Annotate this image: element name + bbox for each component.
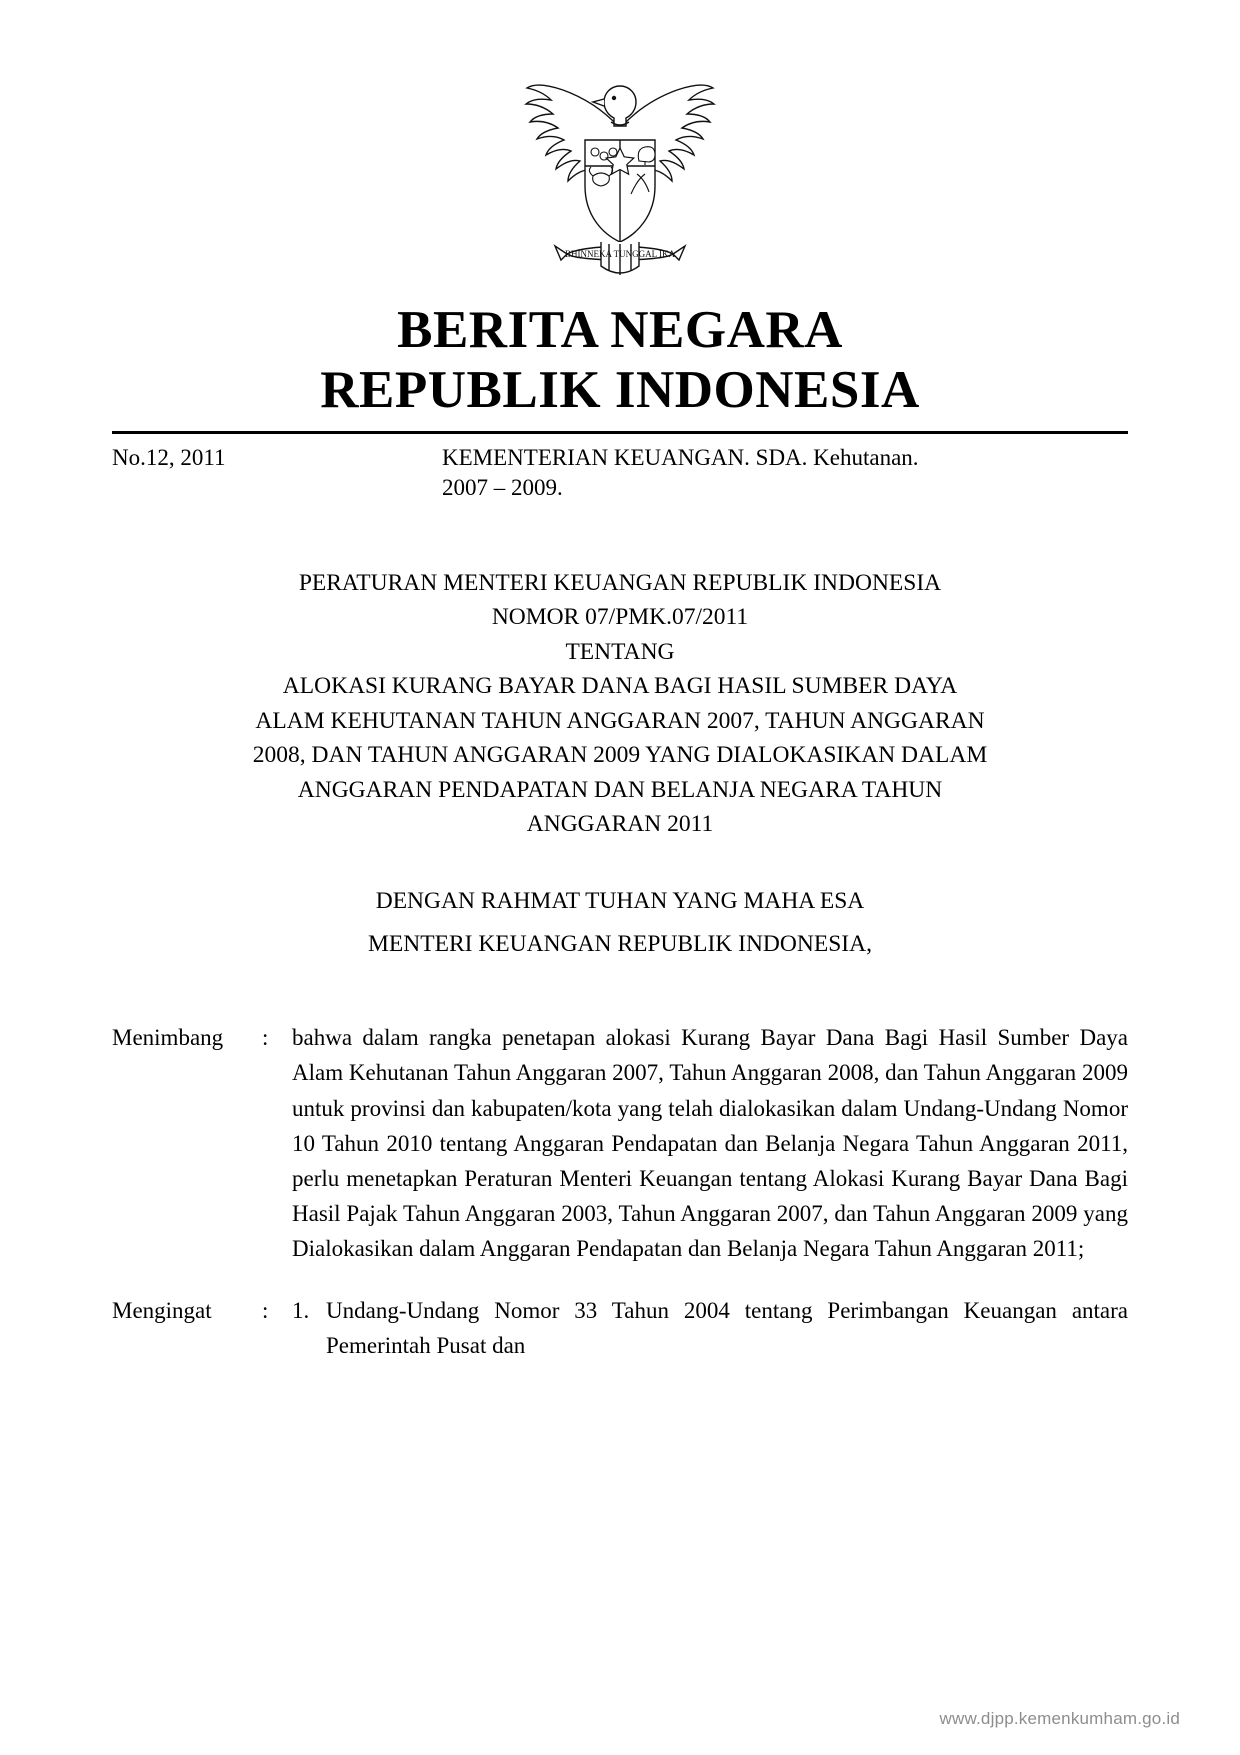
regulation-about-label: TENTANG	[565, 638, 675, 665]
issue-subject	[442, 443, 1128, 504]
clause-label-menimbang: Menimbang	[112, 1025, 224, 1051]
regulation-subject-line-2: ALAM KEHUTANAN TAHUN ANGGARAN 2007, TAHUN ANGGARAN	[255, 707, 985, 734]
masthead	[112, 300, 1128, 421]
clause-text-mengingat	[292, 1293, 1128, 1363]
masthead-line-2: REPUBLIK INDONESIA	[320, 361, 920, 420]
clause-label-mengingat: Mengingat	[112, 1297, 212, 1323]
regulation-subject-line-3: 2008, DAN TAHUN ANGGARAN 2009 YANG DIALOKASIKAN DALAM	[252, 742, 988, 769]
masthead-divider	[112, 431, 1128, 434]
regulation-number: NOMOR 07/PMK.07/2011	[491, 604, 749, 631]
issue-number: No.12, 2011	[112, 444, 226, 470]
issue-subject-line-2: 2007 – 2009.	[442, 475, 563, 501]
footer-watermark: www.djpp.kemenkumham.go.id	[939, 1709, 1180, 1728]
clause-mengingat	[112, 1293, 1128, 1363]
regulation-title-block	[112, 566, 1128, 842]
emblem-motto-text: BHINNEKA TUNGGAL IKA	[565, 249, 675, 259]
clauses-section	[112, 1020, 1128, 1363]
regulation-subject-line-5: ANGGARAN 2011	[526, 811, 714, 838]
emblem-container	[112, 66, 1128, 296]
invocation-line-1: DENGAN RAHMAT TUHAN YANG MAHA ESA	[375, 887, 865, 914]
clause-item-number: 1.	[292, 1297, 310, 1323]
clause-colon-mengingat: :	[262, 1297, 269, 1323]
clause-item-text: Undang-Undang Nomor 33 Tahun 2004 tentang Perimbangan Keuangan antara Pemerintah Pusat dan	[326, 1297, 1128, 1358]
regulation-title: PERATURAN MENTERI KEUANGAN REPUBLIK INDONESIA	[298, 569, 942, 596]
garuda-pancasila-emblem	[515, 66, 725, 281]
masthead-line-1: BERITA NEGARA	[397, 301, 843, 359]
clause-text-menimbang: bahwa dalam rangka penetapan alokasi Kurang Bayar Dana Bagi Hasil Sumber Daya Alam Kehutanan Tahun Anggaran 2007, Tahun Anggaran 2008, dan Tahun Anggaran 2009 untuk provinsi dan kabupaten/kota yang telah dialokasikan dalam Undang-Undang Nomor 10 Tahun 2010 tentang Anggaran Pendapatan dan Belanja Negara Tahun Anggaran 2011, perlu menetapkan Peraturan Menteri Keuangan tentang Alokasi Kurang Bayar Dana Bagi Hasil Pajak Tahun Anggaran 2003, Tahun Anggaran 2007, dan Tahun Anggaran 2009 yang Dialokasikan dalam Anggaran Pendapatan dan Belanja Negara Tahun Anggaran 2011;	[292, 1025, 1128, 1262]
invocation-line-2: MENTERI KEUANGAN REPUBLIK INDONESIA,	[368, 931, 872, 958]
regulation-subject-line-4: ANGGARAN PENDAPATAN DAN BELANJA NEGARA TAHUN	[297, 776, 943, 803]
clause-colon-menimbang: :	[262, 1025, 269, 1051]
regulation-subject-line-1: ALOKASI KURANG BAYAR DANA BAGI HASIL SUMBER DAYA	[282, 673, 958, 700]
clause-menimbang	[112, 1020, 1128, 1266]
issue-subject-line-1: KEMENTERIAN KEUANGAN. SDA. Kehutanan.	[442, 444, 919, 470]
invocation-block	[112, 884, 1128, 963]
issue-line	[112, 443, 1128, 504]
